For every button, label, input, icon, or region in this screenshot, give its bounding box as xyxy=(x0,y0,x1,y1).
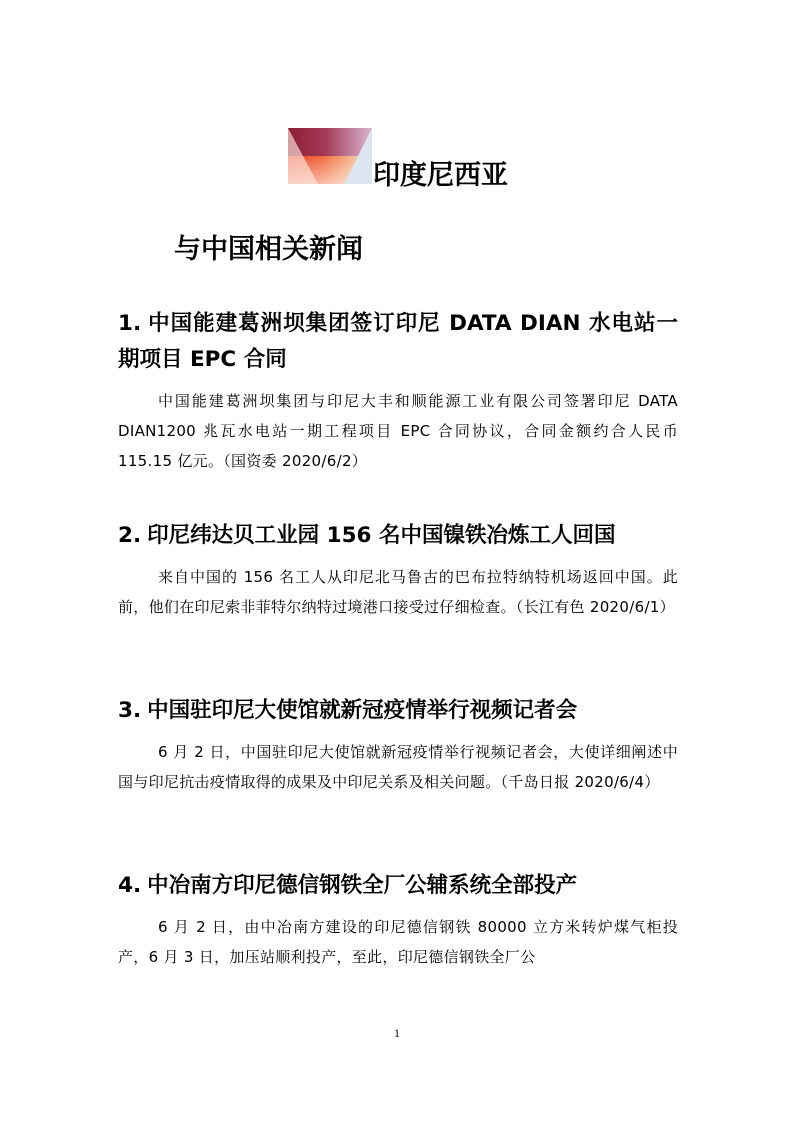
article-headline xyxy=(118,693,678,729)
news-article-2 xyxy=(118,518,678,622)
news-article-4 xyxy=(118,868,678,972)
article-headline-text: 中国能建葛洲坝集团签订印尼 DATA DIAN 水电站一期项目 EPC 合同 xyxy=(118,311,678,372)
article-headline xyxy=(118,868,678,904)
article-number: 4. xyxy=(118,873,142,898)
document-title-line-2: 与中国相关新闻 xyxy=(174,234,363,265)
article-headline-text: 中冶南方印尼德信钢铁全厂公辅系统全部投产 xyxy=(147,873,578,898)
article-number: 3. xyxy=(118,698,142,723)
article-body: 6 月 2 日，由中冶南方建设的印尼德信钢铁 80000 立方米转炉煤气柜投产，6 月 3 日，加压站顺利投产，至此，印尼德信钢铁全厂公 xyxy=(118,918,678,966)
article-headline xyxy=(118,306,678,378)
article-body: 6 月 2 日，中国驻印尼大使馆就新冠疫情举行视频记者会，大使详细阐述中国与印尼抗击疫情取得的成果及中印尼关系及相关问题。（千岛日报 2020/6/4） xyxy=(118,743,678,791)
news-article-1 xyxy=(118,306,678,476)
article-body: 来自中国的 156 名工人从印尼北马鲁古的巴布拉特纳特机场返回中国。此前，他们在印尼索非菲特尔纳特过境港口接受过仔细检查。（长江有色 2020/6/1） xyxy=(118,568,678,616)
article-headline-text: 中国驻印尼大使馆就新冠疫情举行视频记者会 xyxy=(147,698,578,723)
page-number: 1 xyxy=(394,1026,400,1040)
article-body: 中国能建葛洲坝集团与印尼大丰和顺能源工业有限公司签署印尼 DATA DIAN1200 兆瓦水电站一期工程项目 EPC 合同协议，合同金额约合人民币 115.15 亿元。（国资委 2020/6/2） xyxy=(118,392,678,470)
article-headline-text: 印尼纬达贝工业园 156 名中国镍铁冶炼工人回国 xyxy=(147,523,616,548)
document-title-line-1: 印度尼西亚 xyxy=(373,160,508,191)
article-headline xyxy=(118,518,678,554)
news-article-3 xyxy=(118,693,678,797)
gradient-logo-icon xyxy=(288,128,372,184)
article-number: 1. xyxy=(118,311,142,336)
article-number: 2. xyxy=(118,523,142,548)
